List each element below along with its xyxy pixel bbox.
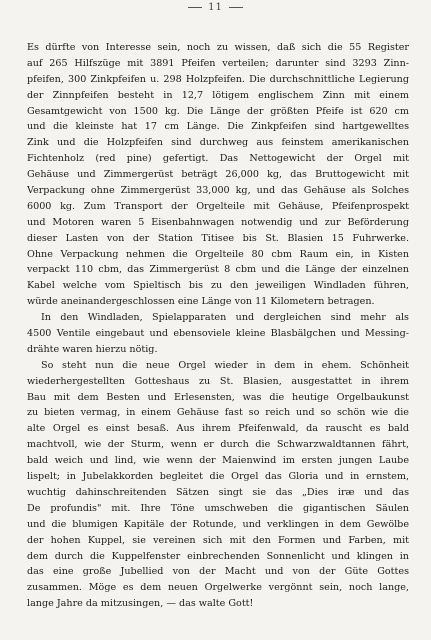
text-line: und die blumigen Kapitäle der Rotunde, und verklingen in dem Gewölbe [27, 518, 409, 530]
body-text [27, 40, 409, 612]
text-line: der hohen Kuppel, sie vereinen sich mit den Formen und Farben, mit [27, 534, 409, 546]
text-line: 4500 Ventile eingebaut und ebensoviele kleine Blasbälgchen und Messing- [27, 328, 409, 340]
text-line: dieser Lasten von der Station Titisee bis St. Blasien 15 Fuhrwerke. [27, 232, 409, 244]
text-line: der Zinnpfeifen besteht in 12,7 lötigem englischem Zinn mit einem [27, 89, 409, 101]
text-line: Zink und die Holzpfeifen sind durchweg aus feinstem amerikanischen [27, 137, 409, 149]
text-line: Gesamtgewicht von 1500 kg. Die Länge der größten Pfeife ist 620 cm [27, 105, 409, 117]
text-line: würde aneinandergeschlossen eine Länge von 11 Kilometern betragen. [27, 296, 375, 308]
text-line: dem durch die Kuppelfenster einbrechenden Sonnenlicht und klingen in [27, 550, 409, 562]
page-number-dash-left [188, 7, 202, 8]
text-line: 6000 kg. Zum Transport der Orgelteile mit Gehäuse, Pfeifenprospekt [27, 200, 409, 212]
page-number-dash-right [229, 7, 243, 8]
text-line: Kabel welche vom Spieltisch bis zu den jeweiligen Windladen führen, [27, 280, 409, 292]
text-line: zu bieten vermag, in einem Gehäuse fast so reich und so schön wie die [27, 407, 409, 419]
text-line: verpackt 110 cbm, das Zimmergerüst 8 cbm und die Länge der einzelnen [27, 264, 409, 276]
text-line: lispelt; in Jubelakkorden begleitet die Orgel das Gloria und in ernstem, [27, 471, 409, 483]
text-line: lange Jahre da mitzusingen, — das walte Gott! [27, 598, 254, 610]
text-line: Es dürfte von Interesse sein, noch zu wissen, daß sich die 55 Register [27, 42, 409, 53]
text-line: wuchtig dahinschreitenden Sätzen singt sie das „Dies iræ und das [27, 486, 409, 498]
text-line: drähte waren hierzu nötig. [27, 343, 158, 355]
text-line: pfeifen, 300 Zinkpfeifen u. 298 Holzpfeifen. Die durchschnittliche Legierung [27, 73, 409, 85]
text-line: Fichtenholz (red pine) gefertigt. Das Nettogewicht der Orgel mit [27, 153, 409, 165]
paragraph-valves [27, 310, 409, 358]
text-line: machtvoll, wie der Sturm, wenn er durch die Schwarzwaldtannen fährt, [27, 439, 409, 451]
text-line: In den Windladen, Spielapparaten und dergleichen sind mehr als [41, 312, 409, 324]
text-line: alte Orgel es einst besaß. Aus ihrem Pfeifenwald, da rauscht es bald [27, 423, 409, 435]
text-line: und Motoren waren 5 Eisenbahnwagen notwendig und zur Beförderung [27, 216, 409, 228]
text-line: bald weich und lind, wie wenn der Maienwind im ersten jungen Laube [27, 455, 409, 467]
text-line: Gehäuse und Zimmergerüst beträgt 26,000 kg, das Bruttogewicht mit [27, 169, 409, 181]
text-line: Bau mit dem Besten und Erlesensten, was die heutige Orgelbaukunst [27, 391, 409, 403]
text-line: auf 265 Hilfszüge mit 3891 Pfeifen verteilen; darunter sind 3293 Zinn- [27, 57, 409, 69]
paragraph-organ-specs [27, 40, 409, 310]
text-line: und die kleinste hat 17 cm Länge. Die Zinkpfeifen sind hartgewelltes [27, 121, 409, 133]
text-line: Verpackung ohne Zimmergerüst 33,000 kg, und das Gehäuse als Solches [27, 185, 409, 197]
text-line: zusammen. Möge es dem neuen Orgelwerke vergönnt sein, noch lange, [27, 582, 409, 594]
text-line: wiederhergestellten Gotteshaus zu St. Blasien, ausgestattet in ihrem [27, 375, 409, 387]
page-number [0, 2, 431, 13]
page-number-text: 11 [208, 2, 223, 13]
text-line: De profundis" mit. Ihre Töne umschweben die gigantischen Säulen [27, 502, 409, 514]
text-line: Ohne Verpackung nehmen die Orgelteile 80 cbm Raum ein, in Kisten [27, 248, 409, 260]
text-line: das eine große Jubellied von der Macht und von der Güte Gottes [27, 566, 409, 578]
text-line: So steht nun die neue Orgel wieder in dem in ehem. Schönheit [41, 359, 409, 371]
paragraph-closing [27, 358, 409, 612]
